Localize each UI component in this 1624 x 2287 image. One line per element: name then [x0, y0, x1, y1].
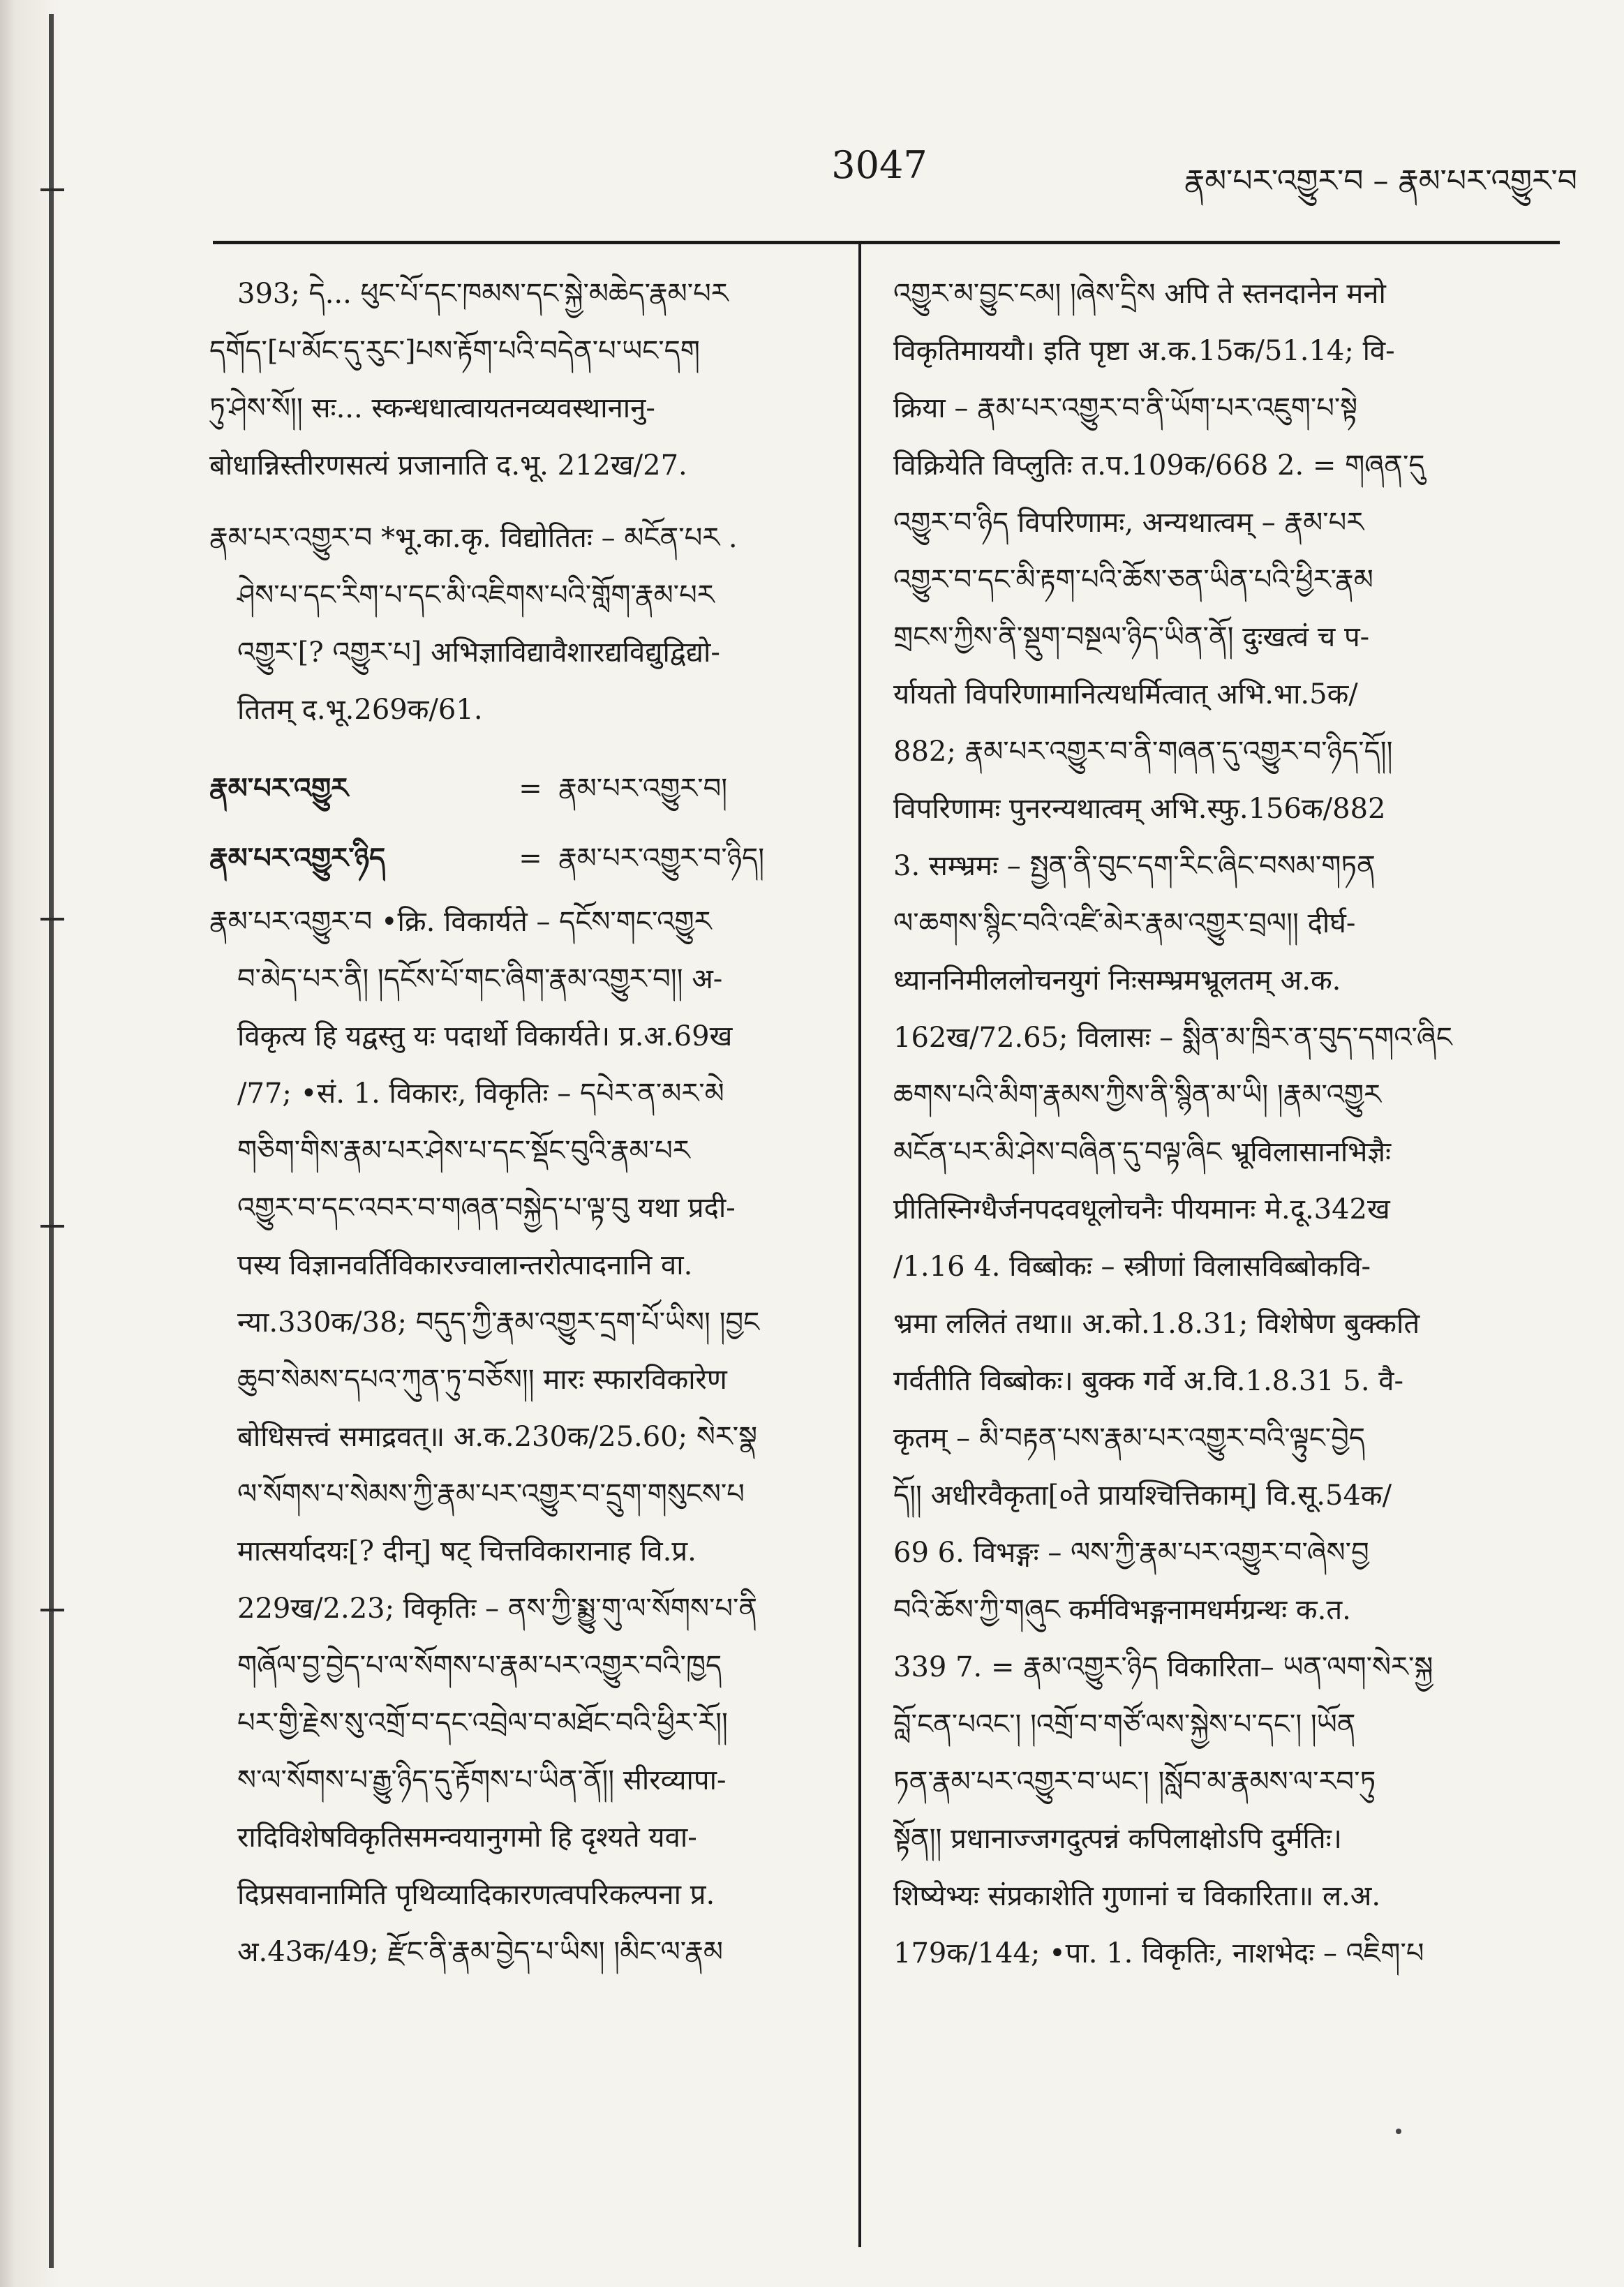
- column-divider: [858, 244, 861, 2247]
- entry-line: འགྱུར་བ་དང་མི་རྟག་པའི་ཆོས་ཅན་ཡིན་པའི་ཕྱིར་རྣམ: [893, 564, 1373, 596]
- entry-line: མངོན་པར་མི་ཤེས་བཞིན་དུ་བལྟ་ཞིང भ्रूविलासानभिज्ञैः: [893, 1136, 1392, 1168]
- entry-line: पस्य विज्ञानवर्तिविकारज्वालान्तरोत्पादनानि वा.: [237, 1249, 693, 1281]
- print-speck: [1396, 2129, 1401, 2134]
- entry-line: ལ་སོགས་པ་སེམས་ཀྱི་རྣམ་པར་འགྱུར་བ་དྲུག་གསུངས་པ: [237, 1478, 745, 1510]
- entry-line: བློ་ངན་པའང་། །འགྲོ་བ་གཙོ་ལས་སྐྱེས་པ་དང་། །ཡོན: [893, 1708, 1356, 1741]
- entry-line: འགྱུར་[? འགྱུར་པ] अभिज्ञाविद्यावैशारद्यविद्युद्विद्यो-: [237, 636, 720, 669]
- cross-reference-row: [209, 824, 824, 893]
- cross-reference-row: [209, 754, 824, 824]
- entry-line: रादिविशेषविकृतिसमन्वयानुगमो हि दृश्यते यवा-: [237, 1822, 697, 1854]
- entry-line: र्यायतो विपरिणामानित्यधर्मित्वात् अभि.भा.5क/: [893, 678, 1358, 710]
- entry-line: ཆགས་པའི་མིག་རྣམས་ཀྱིས་ནི་སྙིན་མ་ཡི། །རྣམ་འགྱུར: [893, 1079, 1381, 1111]
- entry-line: ཆུབ་སེམས་དཔའ་ཀུན་ཏུ་བཅོས།། मारः स्फारविकारेण: [237, 1364, 727, 1396]
- entry-line: विपरिणामः पुनरन्यथात्वम् अभि.स्फु.156क/882: [893, 793, 1386, 825]
- entry-line: ཏན་རྣམ་པར་འགྱུར་བ་ཡང་། །སློབ་མ་རྣམས་ལ་རབ་ཏུ: [893, 1766, 1376, 1798]
- entry-continuation: [209, 265, 824, 494]
- page-number: 3047: [831, 143, 928, 187]
- entry-headline: རྣམ་པར་འགྱུར་བ •क्रि. विकार्यते – དངོས་གང་འགྱུར: [209, 906, 712, 938]
- entry-line: དོ།། अधीरवैकृता[०ते प्रायश्चित्तिकाम्] वि.सू.54क/: [893, 1480, 1392, 1512]
- entry-line: གྲངས་ཀྱིས་ནི་སྡུག་བསྔལ་ཉིད་ཡིན་ནོ། दुःखत्वं च प-: [893, 621, 1370, 653]
- entry-line: शिष्येभ्यः संप्रकाशेति गुणानां च विकारिता॥ ल.अ.: [893, 1880, 1381, 1912]
- entry-line: ལ་ཆགས་སྙིང་བའི་འཛི་མེར་རྣམ་འགྱུར་བྲལ།། दीर्घ-: [893, 907, 1356, 939]
- entry-line: /77; •सं. 1. विकारः, विकृतिः – དཔེར་ན་མར་མེ: [237, 1078, 724, 1110]
- entry-line: गर्वतीति विब्बोकः। बुक्क गर्वे अ.वि.1.8.31 5. वै-: [893, 1365, 1404, 1397]
- entry-line: अ.43क/49; རྫོང་ནི་རྣམ་བྱེད་པ་ཡིས། །མིང་ལ་རྣམ: [237, 1936, 723, 1968]
- spine-tick: [40, 188, 64, 191]
- entry-line: बोधिसत्त्वं समाद्रवत्॥ अ.क.230क/25.60; སེར་སྣ: [237, 1421, 758, 1453]
- spine-tick: [40, 1225, 64, 1228]
- spine-edge: [49, 14, 54, 2268]
- entry-line: ཤེས་པ་དང་རིག་པ་དང་མི་འཇིགས་པའི་གློག་རྣམ་པར: [237, 579, 715, 611]
- equals-sign: =: [519, 842, 542, 874]
- cross-reference-headword: རྣམ་པར་འགྱུར: [209, 772, 349, 805]
- entry-line: 339 7. = རྣམ་འགྱུར་ཉིད विकारिता– ཡན་ལག་སེར་སྐྱ: [893, 1651, 1433, 1683]
- entry-line: क्रिया – རྣམ་པར་འགྱུར་བ་ནི་ཡོག་པར་འཇུག་པ་སྟེ: [893, 392, 1358, 424]
- entry-line: 3. सम्भ्रमः – སྤྱན་ནི་བུང་དག་རིང་ཞིང་བསམ་གཏན: [893, 850, 1376, 882]
- entry-line: པར་གྱི་རྗེས་སུ་འགྲོ་བ་དང་འབྲེལ་བ་མཐོང་བའི་ཕྱིར་རོ།།: [237, 1707, 728, 1739]
- entry-line: འགྱུར་བ་དང་འབར་བ་གཞན་བསྐྱེད་པ་ལྟ་བུ यथा प्रदी-: [237, 1192, 736, 1224]
- entry-line: གཅིག་གིས་རྣམ་པར་ཤེས་པ་དང་སྡོང་བུའི་རྣམ་པར: [237, 1135, 690, 1167]
- entry-line: न्या.330क/38; བདུད་ཀྱི་རྣམ་འགྱུར་དྲག་པོ་ཡིས། །བྱང: [237, 1306, 760, 1339]
- entry-line: འགྱུར་བ་ཉིད विपरिणामः, अन्यथात्वम् – རྣམ་པར: [893, 507, 1364, 539]
- entry-line: 69 6. विभङ्गः – ལས་ཀྱི་རྣམ་པར་འགྱུར་བ་ཞེས་བྱ: [893, 1537, 1369, 1569]
- entry-line: कृतम् – མི་བརྟན་པས་རྣམ་པར་འགྱུར་བའི་ལྟུང་བྱེད: [893, 1422, 1365, 1454]
- entry-line: དགོད་[པ་མོང་དུ་རུང་]པས་རྟོག་པའི་བདེན་པ་ཡང་དག: [209, 335, 700, 367]
- entry-line: བ་མེད་པར་ནི། །དངོས་པོ་གང་ཞིག་རྣམ་འགྱུར་བ།། अ-: [237, 963, 723, 995]
- entry-line: གཞོལ་བྱ་བྱེད་པ་ལ་སོགས་པ་རྣམ་པར་འགྱུར་བའི་ཁྱད: [237, 1650, 722, 1682]
- entry-line: प्रीतिस्निग्धैर्जनपदवधूलोचनैः पीयमानः मे.दू.342ख: [893, 1193, 1390, 1226]
- entry-headline: རྣམ་པར་འགྱུར་བ *भू.का.कृ. विद्योतितः – མངོན་པར .: [209, 522, 738, 554]
- header-rule: [213, 241, 1560, 244]
- entry-line: भ्रमा ललितं तथा॥ अ.को.1.8.31; विशेषेण बुक्कति: [893, 1308, 1420, 1340]
- entry-line: ས་ལ་སོགས་པ་རྒྱུ་ཉིད་དུ་རྟོགས་པ་ཡིན་ནོ།། सीरव्यापा-: [237, 1764, 727, 1796]
- entry-line: बोधान्निस्तीरणसत्यं प्रजानाति द.भू. 212ख/27.: [209, 449, 687, 482]
- cross-reference-target: རྣམ་པར་འགྱུར་བ།: [558, 773, 728, 805]
- entry-line: विकृतिमाययौ। इति पृष्टा अ.क.15क/51.14; वि-: [893, 335, 1395, 367]
- cross-reference-headword: རྣམ་པར་འགྱུར་ཉིད: [209, 842, 386, 874]
- entry-line: ध्याननिमीललोचनयुगं निःसम्भ्रमभ्रूलतम् अ.क.: [893, 964, 1341, 997]
- left-column: [209, 265, 824, 1996]
- entry-line: བའི་ཆོས་ཀྱི་གཞུང कर्मविभङ्गनामधर्मग्रन्थः क.त.: [893, 1594, 1351, 1626]
- spine-tick: [40, 1609, 64, 1611]
- entry-line: ཏུ་ཤེས་སོ།། सः... स्कन्धधात्वायतनव्यवस्थानानु-: [209, 392, 655, 424]
- entry-line: 162ख/72.65; विलासः – སྨིན་མ་ཁྲིར་ན་བུད་དགའ་ཞིང: [893, 1022, 1452, 1054]
- right-column: [893, 265, 1556, 1982]
- entry-line: विक्रियेति विप्लुतिः त.प.109क/668 2. = གཞན་དུ: [893, 449, 1425, 482]
- entry-line: 229ख/2.23; विकृतिः – ནས་ཀྱི་སྨྱུ་གུ་ལ་སོགས་པ་ནི: [237, 1593, 758, 1625]
- entry-line: /1.16 4. विब्बोकः – स्त्रीणां विलासविब्बोकवि-: [893, 1251, 1371, 1283]
- entry-line: दिप्रसवानामिति पृथिव्यादिकारणत्वपरिकल्पना प्र.: [237, 1879, 715, 1911]
- dictionary-entry: [209, 893, 824, 1981]
- entry-line: 393; དེ... ཕུང་པོ་དང་ཁམས་དང་སྐྱེ་མཆེད་རྣམ་པར: [237, 278, 729, 310]
- entry-line: སྟོན།། प्रधानाज्जगदुत्पन्नं कपिलाक्षोऽपि दुर्मतिः।: [893, 1823, 1342, 1855]
- cross-reference-target: རྣམ་པར་འགྱུར་བ་ཉིད།: [558, 842, 765, 874]
- dictionary-entry: [209, 509, 824, 738]
- equals-sign: =: [519, 773, 542, 805]
- entry-line: तितम् द.भू.269क/61.: [237, 694, 483, 726]
- entry-line: འགྱུར་མ་བྱུང་ངམ། །ཞེས་དྲིས अपि ते स्तनदानेन मनो: [893, 278, 1386, 310]
- entry-line: 179क/144; •पा. 1. विकृतिः, नाशभेदः – འཇིག་པ: [893, 1937, 1424, 1969]
- running-head: རྣམ་པར་འགྱུར་བ – རྣམ་པར་འགྱུར་བ: [1184, 163, 1577, 199]
- entry-line: विकृत्य हि यद्वस्तु यः पदार्थो विकार्यते। प्र.अ.69ख: [237, 1020, 733, 1052]
- entry-line: मात्सर्यादयः[? दीन्] षट् चित्तविकारानाह वि.प्र.: [237, 1535, 696, 1567]
- entry-line: 882; རྣམ་པར་འགྱུར་བ་ནི་གཞན་དུ་འགྱུར་བ་ཉིད་དོ།།: [893, 736, 1393, 768]
- spine-tick: [40, 918, 64, 921]
